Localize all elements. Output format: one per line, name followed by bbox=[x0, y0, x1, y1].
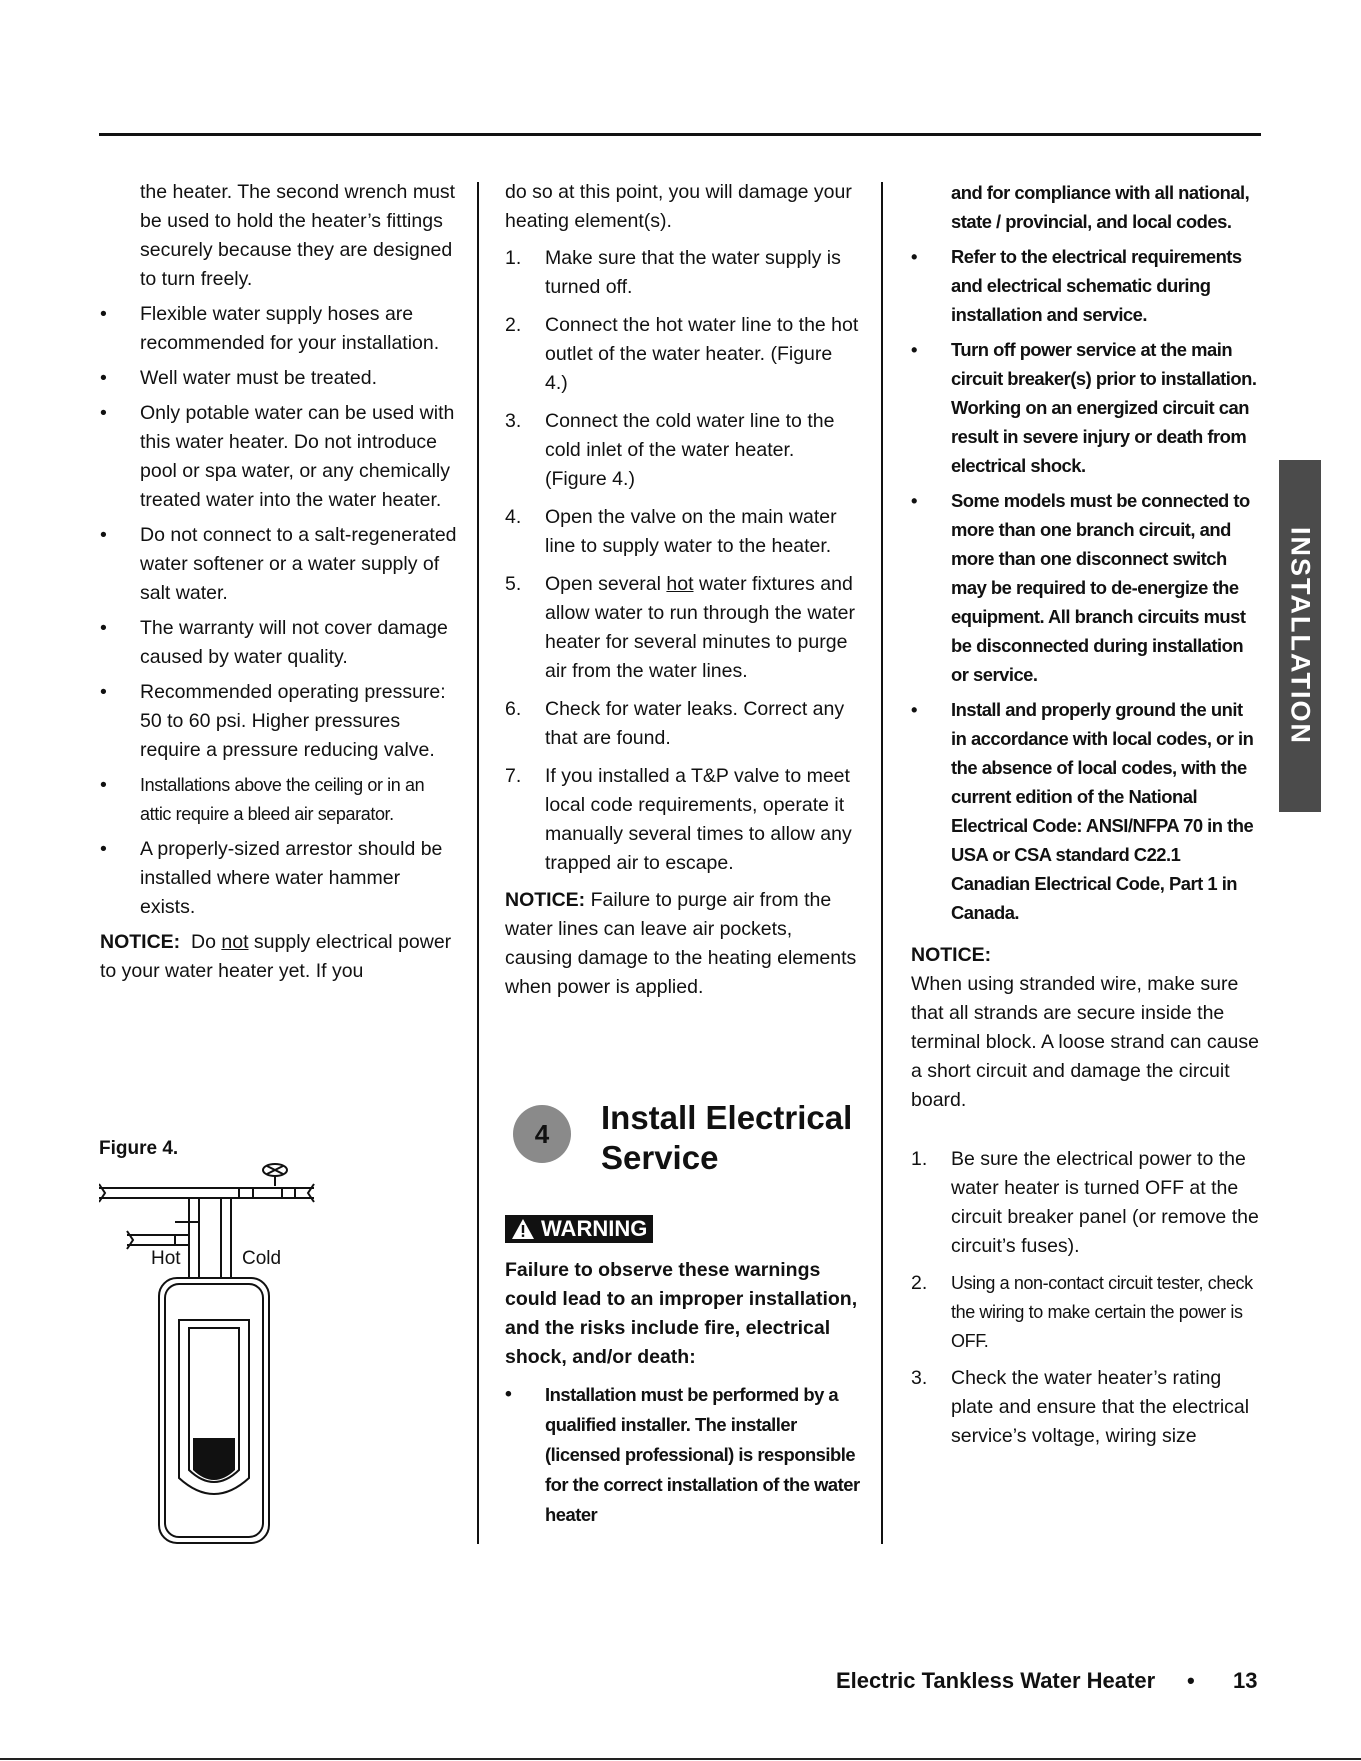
list-item: • Do not connect to a salt-regenerated water softener or a water supply of salt water. bbox=[100, 524, 457, 604]
list-item: • Some models must be connected to more than one branch circuit, and more than one disconnect switch may be required to de-energize the equipment. All branch circuits must be disconnected during installation or service. bbox=[911, 490, 1250, 685]
left-continuation-text: the heater. The second wrench must be used to hold the heater’s fittings securely because they are designed to turn freely. bbox=[140, 181, 456, 290]
list-item: 2. Connect the hot water line to the hot outlet of the water heater. (Figure 4.) bbox=[505, 314, 859, 394]
electrical-warnings-list bbox=[911, 242, 1261, 927]
list-item: • Install and properly ground the unit in accordance with local codes, or in the absence of local codes, with the current edition of the National Electrical Code: ANSI/NFPA 70 in the USA or CSA standard C22.1 Canadian Electrical Code, Part 1 in Canada. bbox=[911, 699, 1254, 923]
list-item: • Only potable water can be used with this water heater. Do not introduce pool or spa water, or any chemically treated water into the water heater. bbox=[100, 402, 455, 511]
list-item: • The warranty will not cover damage caused by water quality. bbox=[100, 617, 448, 668]
list-item: • Recommended operating pressure: 50 to 60 psi. Higher pressures require a pressure reducing valve. bbox=[100, 681, 446, 761]
side-tab-label: INSTALLATION bbox=[1285, 527, 1316, 745]
header-rule bbox=[99, 133, 1261, 136]
warning-bullets bbox=[505, 1380, 860, 1530]
list-item: • Installation must be performed by a qualified installer. The installer (licensed professional) is responsible for the correct installation of the water heater bbox=[505, 1383, 860, 1525]
left-notice: NOTICE: Do not supply electrical power to your water heater yet. If you bbox=[100, 931, 452, 982]
figure-4 bbox=[99, 1138, 429, 1548]
column-divider-right bbox=[881, 182, 883, 1544]
footer-title: Electric Tankless Water Heater bbox=[836, 1668, 1156, 1693]
list-item: 2. Using a non-contact circuit tester, check the wiring to make certain the power is OFF. bbox=[911, 1272, 1253, 1351]
list-item: • Flexible water supply hoses are recommended for your installation. bbox=[100, 303, 440, 354]
list-item: 1. Be sure the electrical power to the water heater is turned OFF at the circuit breaker panel (or remove the circuit’s fuses). bbox=[911, 1148, 1259, 1257]
hot-label: Hot bbox=[151, 1248, 181, 1269]
page-number: 13 bbox=[1233, 1668, 1258, 1693]
cold-label: Cold bbox=[242, 1248, 282, 1269]
electrical-steps-list bbox=[911, 1145, 1261, 1451]
right-column bbox=[911, 178, 1261, 1451]
warning-section bbox=[505, 1256, 860, 1530]
bottom-rule bbox=[0, 1758, 1361, 1760]
middle-column bbox=[505, 178, 860, 1002]
list-item: 3. Connect the cold water line to the cold inlet of the water heater. (Figure 4.) bbox=[505, 410, 835, 490]
list-item: • Turn off power service at the main circuit breaker(s) prior to installation. Working on an energized circuit can result in severe injury or death from electrical shock. bbox=[911, 339, 1257, 476]
list-item: • Well water must be treated. bbox=[100, 367, 377, 389]
left-column bbox=[100, 178, 458, 986]
right-notice-label: NOTICE: bbox=[911, 944, 992, 966]
warning-triangle-icon bbox=[511, 1218, 535, 1240]
list-item: 1. Make sure that the water supply is turned off. bbox=[505, 247, 841, 298]
middle-notice: NOTICE: Failure to purge air from the water lines can leave air pockets, causing damage to the heating elements when power is applied. bbox=[505, 889, 857, 998]
section-side-tab bbox=[1279, 460, 1321, 812]
water-heater-diagram bbox=[99, 1138, 429, 1548]
column-divider-left bbox=[477, 182, 479, 1544]
right-notice-text: When using stranded wire, make sure that all strands are secure inside the terminal block. A loose strand can cause a short circuit and damage the circuit board. bbox=[911, 973, 1259, 1111]
warning-intro: Failure to observe these warnings could lead to an improper installation, and the risks include fire, electrical shock, and/or death: bbox=[505, 1259, 858, 1368]
section-number-badge: 4 bbox=[513, 1105, 571, 1163]
figure-label: Figure 4. bbox=[99, 1138, 179, 1159]
water-steps-list bbox=[505, 244, 860, 878]
right-continuation-text: and for compliance with all national, state / provincial, and local codes. bbox=[951, 182, 1250, 232]
list-item: 4. Open the valve on the main water line to supply water to the heater. bbox=[505, 506, 837, 557]
warning-badge: WARNING bbox=[505, 1215, 653, 1243]
list-item: 3. Check the water heater’s rating plate and ensure that the electrical service’s voltage, wiring size bbox=[911, 1367, 1250, 1447]
list-item: • Refer to the electrical requirements and electrical schematic during installation and service. bbox=[911, 246, 1242, 325]
section-title: Install Electrical Service bbox=[601, 1099, 853, 1176]
list-item: • Installations above the ceiling or in an attic require a bleed air separator. bbox=[100, 774, 425, 824]
middle-continuation-text: do so at this point, you will damage your heating element(s). bbox=[505, 181, 852, 232]
list-item: 5. Open several hot water fixtures and allow water to run through the water heater for several minutes to purge air from the water lines. bbox=[505, 573, 856, 682]
list-item: 6. Check for water leaks. Correct any that are found. bbox=[505, 698, 845, 749]
list-item: 7. If you installed a T&P valve to meet local code requirements, operate it manually several times to allow any trapped air to escape. bbox=[505, 765, 852, 874]
footer-separator: • bbox=[1187, 1668, 1195, 1693]
list-item: • A properly-sized arrestor should be installed where water hammer exists. bbox=[100, 838, 443, 918]
left-bullet-list bbox=[100, 300, 458, 922]
